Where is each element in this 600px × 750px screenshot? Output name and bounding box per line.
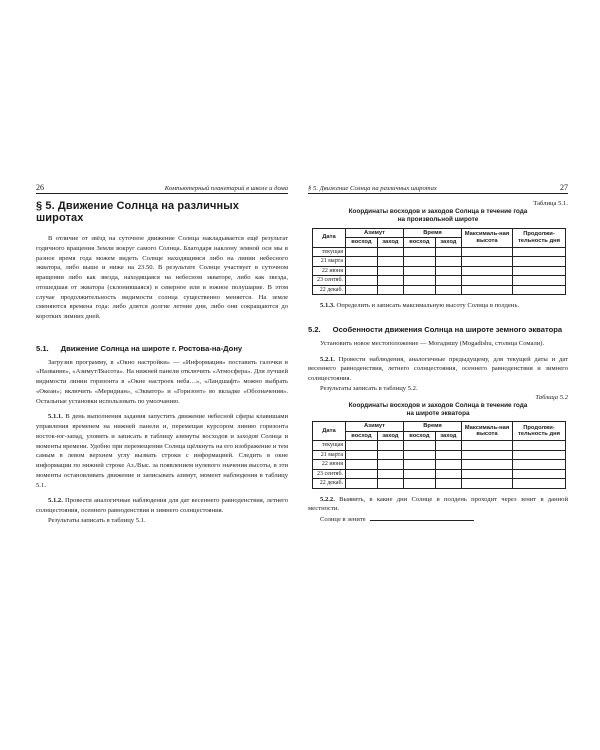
left-page-number: 26 [36, 183, 44, 192]
table-cell[interactable] [377, 469, 403, 479]
table-cell[interactable] [377, 441, 403, 451]
table-cell[interactable] [513, 266, 566, 276]
table-title-line: на широте экватора [406, 409, 470, 417]
table-cell[interactable] [403, 266, 435, 276]
row-date: 22 июня [313, 460, 346, 470]
table-title-line: на произвольной широте [397, 216, 479, 224]
left-running-header: Компьютерный планетарий в школе и дома [164, 185, 288, 192]
task-number: 5.1.1. [48, 413, 63, 421]
row-date: 23 сентяб. [313, 469, 346, 479]
table-cell[interactable] [513, 285, 566, 295]
table-row [313, 257, 566, 267]
table-cell[interactable] [403, 479, 435, 489]
intro-paragraph: В отличие от звёзд на суточное движение Солнца накладывается ещё результат годичного вращения Земли вокруг самого Солнца. Благодаря наклону земной оси мы в разное время года можем видеть Солнце находящимся либо на линии небесного экватора, либо выше и ниже на 23.50. В результате Солнце участвует в суточном вращении либо как звезда, находящаяся на небесном экваторе, либо как звезда, отошедшая от экватора (склонившаяся) в северное или в южное полушарие. В этом случае продолжительность видимости солнца существенно меняется. На земле сменяются времена года: либо длятся долгие летние дни, либо они сокращаются до коротких зимних дней. [36, 235, 288, 320]
col-time-set: заход [435, 238, 461, 248]
table-header-row [313, 422, 566, 432]
table-row [313, 450, 566, 460]
task-5-1-3 [308, 301, 568, 311]
table-cell[interactable] [513, 276, 566, 286]
table-row [313, 266, 566, 276]
col-azimuth-set: заход [377, 238, 403, 248]
task-number: 5.2.1. [320, 355, 335, 363]
table-cell[interactable] [435, 460, 461, 470]
setup-paragraph: Загрузив программу, в «Окно настройки» — «Информация» поставить галочки в «Название», «Азимут/Высота». На нижней панели отключить «Атмосфера». Для лучшей видимости линии горизонта в «Окне настроек неба…», «Ландшафт» можно выбрать «Океан»; включить «Меридиан», «Экватор» и «Горизонт» во вкладке «Обозначения». Остальные установки использовать по умолчанию. [36, 358, 288, 405]
row-date: 22 декаб. [313, 285, 346, 295]
table-cell[interactable] [462, 441, 513, 451]
table-cell[interactable] [377, 285, 403, 295]
right-page-header [308, 183, 568, 194]
table-cell[interactable] [377, 479, 403, 489]
col-azimuth: Азимут [346, 228, 404, 238]
col-max-height: Максималь-ная высота [462, 228, 513, 247]
results-note: Результаты записать в таблицу 5.2. [320, 384, 418, 392]
table-cell[interactable] [462, 257, 513, 267]
table-row [313, 441, 566, 451]
row-date: 21 марта [313, 450, 346, 460]
table-cell[interactable] [513, 479, 566, 489]
table-title-line: Координаты восходов и заходов Солнца в течение года [348, 401, 528, 409]
row-date: 22 июня [313, 266, 346, 276]
subsection-number: 5.2. [308, 324, 321, 334]
location-paragraph: Установить новое местоположение — Могадишу (Mogadishu, столица Сомали). [320, 339, 545, 347]
task-5-2-1 [308, 355, 568, 384]
right-page [308, 183, 568, 525]
table-cell[interactable] [346, 257, 378, 267]
table-header-row [313, 228, 566, 238]
col-time: Время [403, 422, 461, 432]
table-5-1-title [308, 208, 568, 225]
col-date: Дата [313, 228, 346, 247]
row-date: текущая [313, 441, 346, 451]
table-row [313, 276, 566, 286]
subsection-5-2-title [308, 325, 568, 335]
table-cell[interactable] [377, 450, 403, 460]
col-time: Время [403, 228, 461, 238]
task-number: 5.1.2. [48, 497, 63, 505]
table-cell[interactable] [403, 257, 435, 267]
subsection-5-1-title [36, 344, 288, 354]
table-cell[interactable] [513, 469, 566, 479]
task-text: Провести наблюдения, аналогичные предыдущему, для текущей даты и дат весеннего равноденствия, летнего солнцестояния, осеннего равноденствия и зимнего солнцестояния. [308, 355, 568, 383]
table-5-2-title [308, 402, 568, 419]
task-text: Провести аналогичные наблюдения для дат весеннего равноденствия, летнего солнцестояния, осеннего равноденствия и зимнего солнцестояния. [36, 497, 288, 515]
table-cell[interactable] [346, 266, 378, 276]
table-5-1 [312, 228, 566, 296]
table-cell[interactable] [435, 450, 461, 460]
table-5-1-caption: Таблица 5.1. [533, 200, 568, 207]
table-5-2 [312, 421, 566, 489]
task-5-1-2 [36, 496, 288, 516]
table-cell[interactable] [462, 276, 513, 286]
table-cell[interactable] [513, 450, 566, 460]
table-cell[interactable] [403, 469, 435, 479]
task-5-1-1 [36, 412, 288, 490]
task-text: Определить и записать максимальную высоту Солнца в полдень. [334, 302, 520, 310]
task-text: В день выполнения задания запустить движение небесной сферы клавишами управления временем на нижней панели и, перемещая курсором линию горизонта восток-юг-запад, уловить и записать в таблицу азимуты восходов и заходов Солнца и моменты времени. Удобно при перемещении Солнца щёлкнуть на его изображение и тем самым в левом верхнем углу вызвать строки с информацией. Следить в окне информации по нижней строке Аз./Выс. за появлением нулевого значения высоты, в эти моменты остановливать движение и записывать азимут, момент наблюдения в таблицу 5.1. [36, 413, 288, 489]
task-text: Выявить, в какие дни Солнце в полдень проходит через зенит в данной местности. [308, 495, 568, 513]
table-row [313, 460, 566, 470]
table-cell[interactable] [346, 276, 378, 286]
table-cell[interactable] [403, 460, 435, 470]
table-cell[interactable] [346, 285, 378, 295]
table-cell[interactable] [513, 441, 566, 451]
right-running-header: § 5. Движение Солнца на различных широтах [308, 185, 437, 192]
table-cell[interactable] [377, 460, 403, 470]
table-cell[interactable] [403, 247, 435, 257]
table-cell[interactable] [513, 460, 566, 470]
table-cell[interactable] [346, 469, 378, 479]
task-5-2-2 [308, 495, 568, 515]
table-row [313, 469, 566, 479]
table-cell[interactable] [377, 257, 403, 267]
subsection-number: 5.1. [36, 343, 49, 353]
col-max-height: Максималь-ная высота [462, 422, 513, 441]
table-cell[interactable] [403, 450, 435, 460]
table-cell[interactable] [462, 460, 513, 470]
table-cell[interactable] [435, 479, 461, 489]
section-title: § 5. Движение Солнца на различных широтах [36, 200, 239, 224]
task-number: 5.2.2. [320, 495, 335, 503]
table-cell[interactable] [462, 266, 513, 276]
table-cell[interactable] [435, 266, 461, 276]
table-cell[interactable] [435, 285, 461, 295]
results-note: Результаты записать в таблицу 5.1. [48, 516, 146, 524]
table-cell[interactable] [346, 247, 378, 257]
table-cell[interactable] [403, 285, 435, 295]
left-page-header [36, 183, 288, 194]
row-date: 23 сентяб. [313, 276, 346, 286]
table-row [313, 285, 566, 295]
table-cell[interactable] [462, 247, 513, 257]
table-cell[interactable] [403, 276, 435, 286]
table-cell[interactable] [377, 276, 403, 286]
col-time-rise: восход [403, 238, 435, 248]
col-azimuth-rise: восход [346, 238, 378, 248]
table-cell[interactable] [435, 257, 461, 267]
table-cell[interactable] [435, 276, 461, 286]
table-cell[interactable] [435, 469, 461, 479]
zenith-answer-line [308, 514, 568, 525]
col-day-length: Продолжи-тельность дня [513, 422, 566, 441]
table-cell[interactable] [346, 450, 378, 460]
table-cell[interactable] [513, 257, 566, 267]
col-time-rise: восход [403, 431, 435, 441]
table-cell[interactable] [462, 479, 513, 489]
row-date: текущая [313, 247, 346, 257]
table-row [313, 247, 566, 257]
table-cell[interactable] [513, 247, 566, 257]
table-cell[interactable] [462, 450, 513, 460]
table-cell[interactable] [377, 247, 403, 257]
table-cell[interactable] [346, 479, 378, 489]
zenith-label: Солнце в зените [320, 516, 366, 524]
table-cell[interactable] [403, 441, 435, 451]
col-azimuth-rise: восход [346, 431, 378, 441]
table-cell[interactable] [435, 441, 461, 451]
table-row [313, 479, 566, 489]
subsection-title: Особенности движения Солнца на широте земного экватора [332, 324, 563, 334]
col-day-length: Продолжи-тельность дня [513, 228, 566, 247]
row-date: 22 декаб. [313, 479, 346, 489]
col-time-set: заход [435, 431, 461, 441]
table-cell[interactable] [346, 441, 378, 451]
table-cell[interactable] [346, 460, 378, 470]
answer-blank[interactable] [370, 514, 474, 521]
left-page [36, 183, 288, 526]
table-cell[interactable] [435, 247, 461, 257]
col-azimuth-set: заход [377, 431, 403, 441]
subsection-title: Движение Солнца на широте г. Ростова-на-Дону [60, 343, 243, 353]
col-date: Дата [313, 422, 346, 441]
task-number: 5.1.3. [320, 302, 335, 310]
row-date: 21 марта [313, 257, 346, 267]
col-azimuth: Азимут [346, 422, 404, 432]
table-cell[interactable] [462, 469, 513, 479]
table-cell[interactable] [377, 266, 403, 276]
table-5-2-caption: Таблица 5.2 [535, 393, 568, 401]
table-cell[interactable] [462, 285, 513, 295]
right-page-number: 27 [560, 183, 568, 192]
table-title-line: Координаты восходов и заходов Солнца в течение года [348, 208, 528, 215]
